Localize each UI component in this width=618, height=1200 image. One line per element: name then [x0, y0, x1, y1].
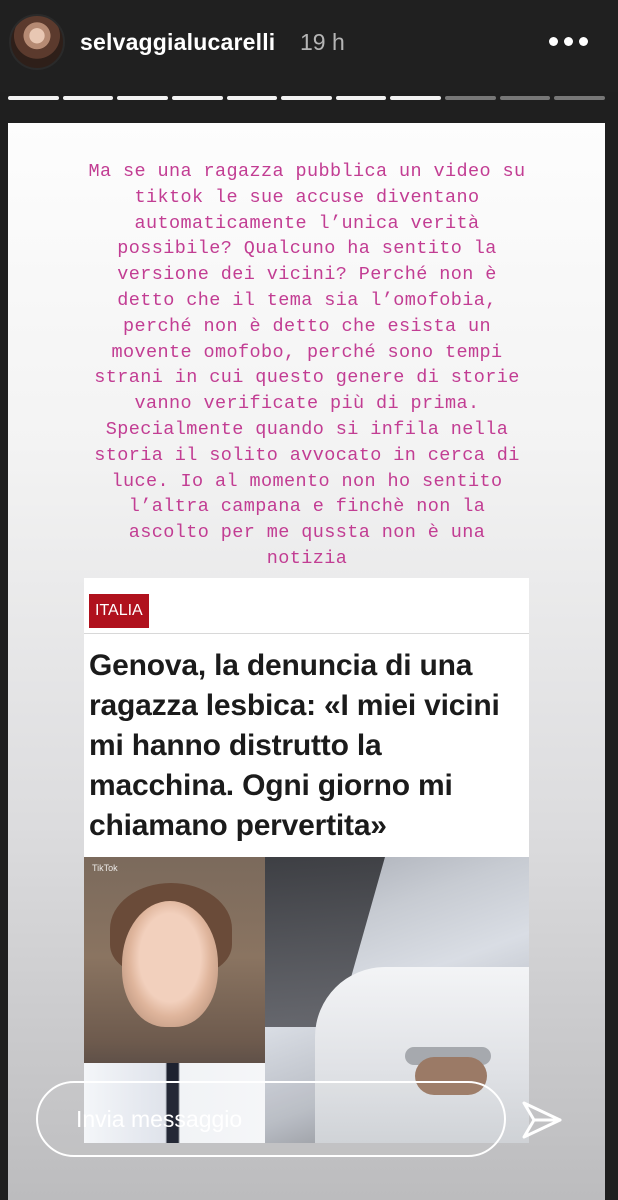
progress-segment [554, 96, 605, 100]
profile-avatar[interactable] [9, 14, 65, 70]
reply-placeholder: Invia messaggio [76, 1106, 243, 1132]
more-dots-icon[interactable] [549, 29, 593, 53]
story-caption: Ma se una ragazza pubblica un video su tiktok le sue accuse diventano automaticamente l’unica verità possibile? Qualcuno ha sentito la versione dei vicini? Perché non è detto che il tema sia l’omofobia, perché non è detto che esista un movente omofobo, perché sono tempi strani in cui questo genere di storie vanno verificate più di prima. Specialmente quando si infila nella storia il solito avvocato in cerca di luce. Io al momento non ho sentito l’altra campana e finchè non la ascolto per me qussta non è una notizia [88, 161, 526, 569]
article-screenshot [84, 578, 529, 1143]
progress-segment [117, 96, 168, 100]
send-icon[interactable] [520, 1098, 564, 1142]
progress-segment [281, 96, 332, 100]
progress-segment [8, 96, 59, 100]
progress-segment [390, 96, 441, 100]
timestamp: 19 h [300, 29, 345, 55]
username[interactable]: selvaggialucarelli [80, 29, 276, 55]
article-headline: Genova, la denuncia di una ragazza lesbica: «I miei vicini mi hanno distrutto la macchina. Ogni giorno mi chiamano pervertita» [89, 649, 500, 842]
article-tag-row [84, 578, 529, 634]
progress-segment [336, 96, 387, 100]
progress-segment [227, 96, 278, 100]
person-face [122, 901, 218, 1027]
tiktok-watermark: TikTok [92, 863, 118, 873]
progress-segment [63, 96, 114, 100]
reply-input[interactable] [36, 1081, 506, 1157]
story-header [0, 0, 618, 92]
story-content[interactable] [8, 123, 605, 1200]
progress-segment [445, 96, 496, 100]
story-progress-bar [8, 96, 605, 102]
article-section-tag: ITALIA [89, 594, 149, 628]
progress-segment [500, 96, 551, 100]
progress-segment [172, 96, 223, 100]
